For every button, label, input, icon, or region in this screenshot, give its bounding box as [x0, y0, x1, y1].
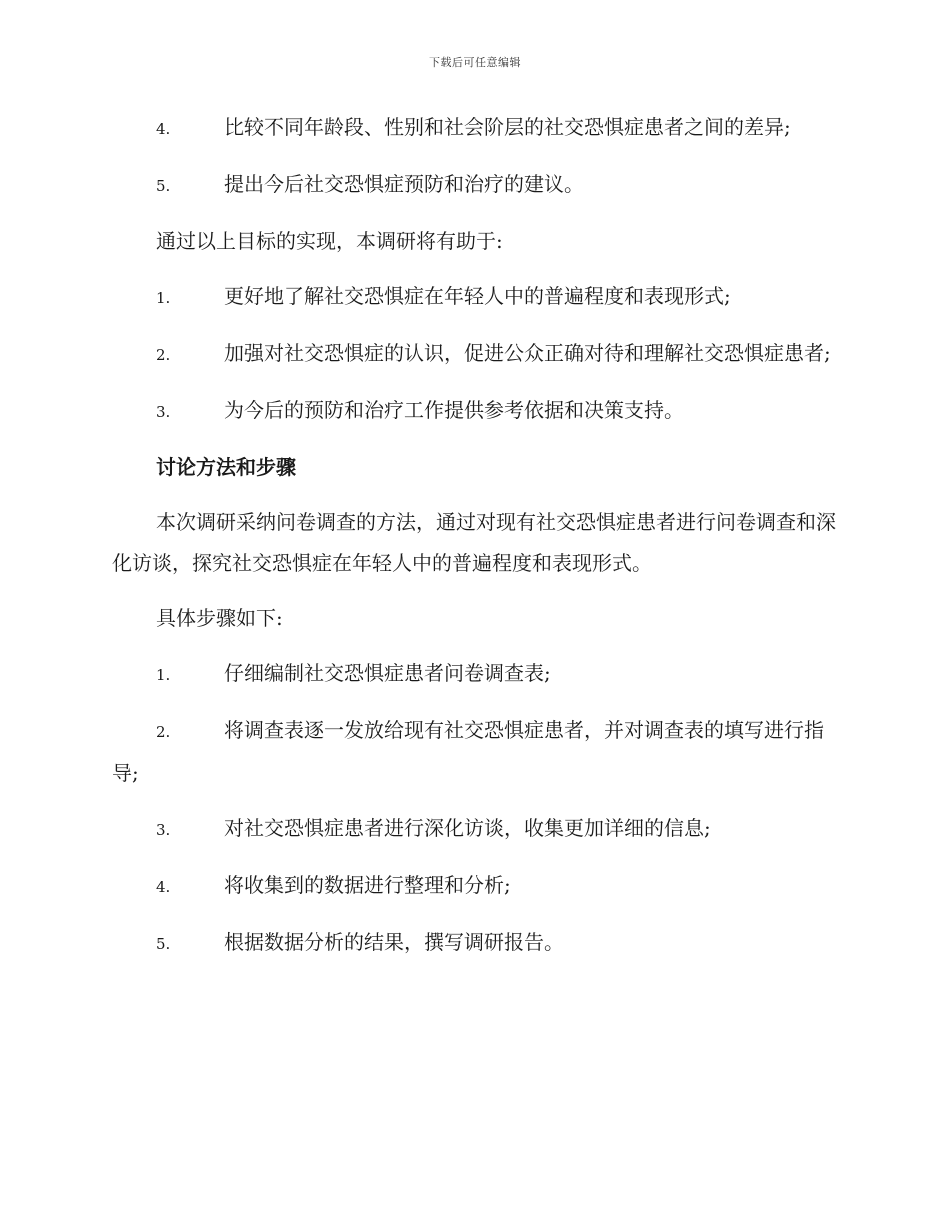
- list-item-number: 2.: [156, 346, 171, 364]
- list-item-text: 更好地了解社交恐惧症在年轻人中的普遍程度和表现形式;: [224, 284, 731, 308]
- list-item-number: 1.: [156, 289, 171, 307]
- list-item-text: 仔细编制社交恐惧症患者问卷调查表;: [224, 661, 551, 685]
- list-item-number: 5.: [156, 935, 171, 953]
- list-item-number: 4.: [156, 120, 171, 138]
- list-item-text: 加强对社交恐惧症的认识，促进公众正确对待和理解社交恐惧症患者;: [224, 341, 831, 365]
- list-item: [112, 390, 837, 433]
- list-item: [112, 653, 837, 696]
- list-item-text: 对社交恐惧症患者进行深化访谈，收集更加详细的信息;: [224, 816, 711, 840]
- list-item-text: 根据数据分析的结果，撰写调研报告。: [224, 930, 564, 954]
- method-paragraph: 本次调研采纳问卷调查的方法，通过对现有社交恐惧症患者进行问卷调查和深化访谈，探究社交恐惧症在年轻人中的普遍程度和表现形式。: [112, 510, 836, 575]
- page-header: 下载后可任意编辑: [429, 56, 521, 69]
- list-item-number: 1.: [156, 666, 171, 684]
- section-heading: 讨论方法和步骤: [156, 455, 296, 479]
- list-item: [112, 808, 837, 851]
- list-item-text: 将收集到的数据进行整理和分析;: [224, 873, 511, 897]
- list-item-text: 将调查表逐一发放给现有社交恐惧症患者，并对调查表的填写进行指导;: [112, 718, 824, 785]
- list-item: [112, 276, 837, 319]
- list-item-number: 3.: [156, 821, 171, 839]
- list-item: [112, 333, 837, 376]
- steps-intro: 具体步骤如下:: [156, 606, 283, 630]
- list-item-number: 5.: [156, 177, 171, 195]
- list-item-number: 4.: [156, 878, 171, 896]
- list-item-text: 为今后的预防和治疗工作提供参考依据和决策支持。: [224, 398, 684, 422]
- list-item-number: 3.: [156, 403, 171, 421]
- document-body: [112, 107, 837, 979]
- list-item: [112, 922, 837, 965]
- list-item: [112, 710, 837, 794]
- benefits-intro: 通过以上目标的实现，本调研将有助于:: [156, 229, 503, 253]
- list-item-text: 提出今后社交恐惧症预防和治疗的建议。: [224, 172, 584, 196]
- list-item: [112, 865, 837, 908]
- list-item: [112, 164, 837, 207]
- list-item-number: 2.: [156, 723, 171, 741]
- list-item-text: 比较不同年龄段、性别和社会阶层的社交恐惧症患者之间的差异;: [224, 115, 791, 139]
- list-item: [112, 107, 837, 150]
